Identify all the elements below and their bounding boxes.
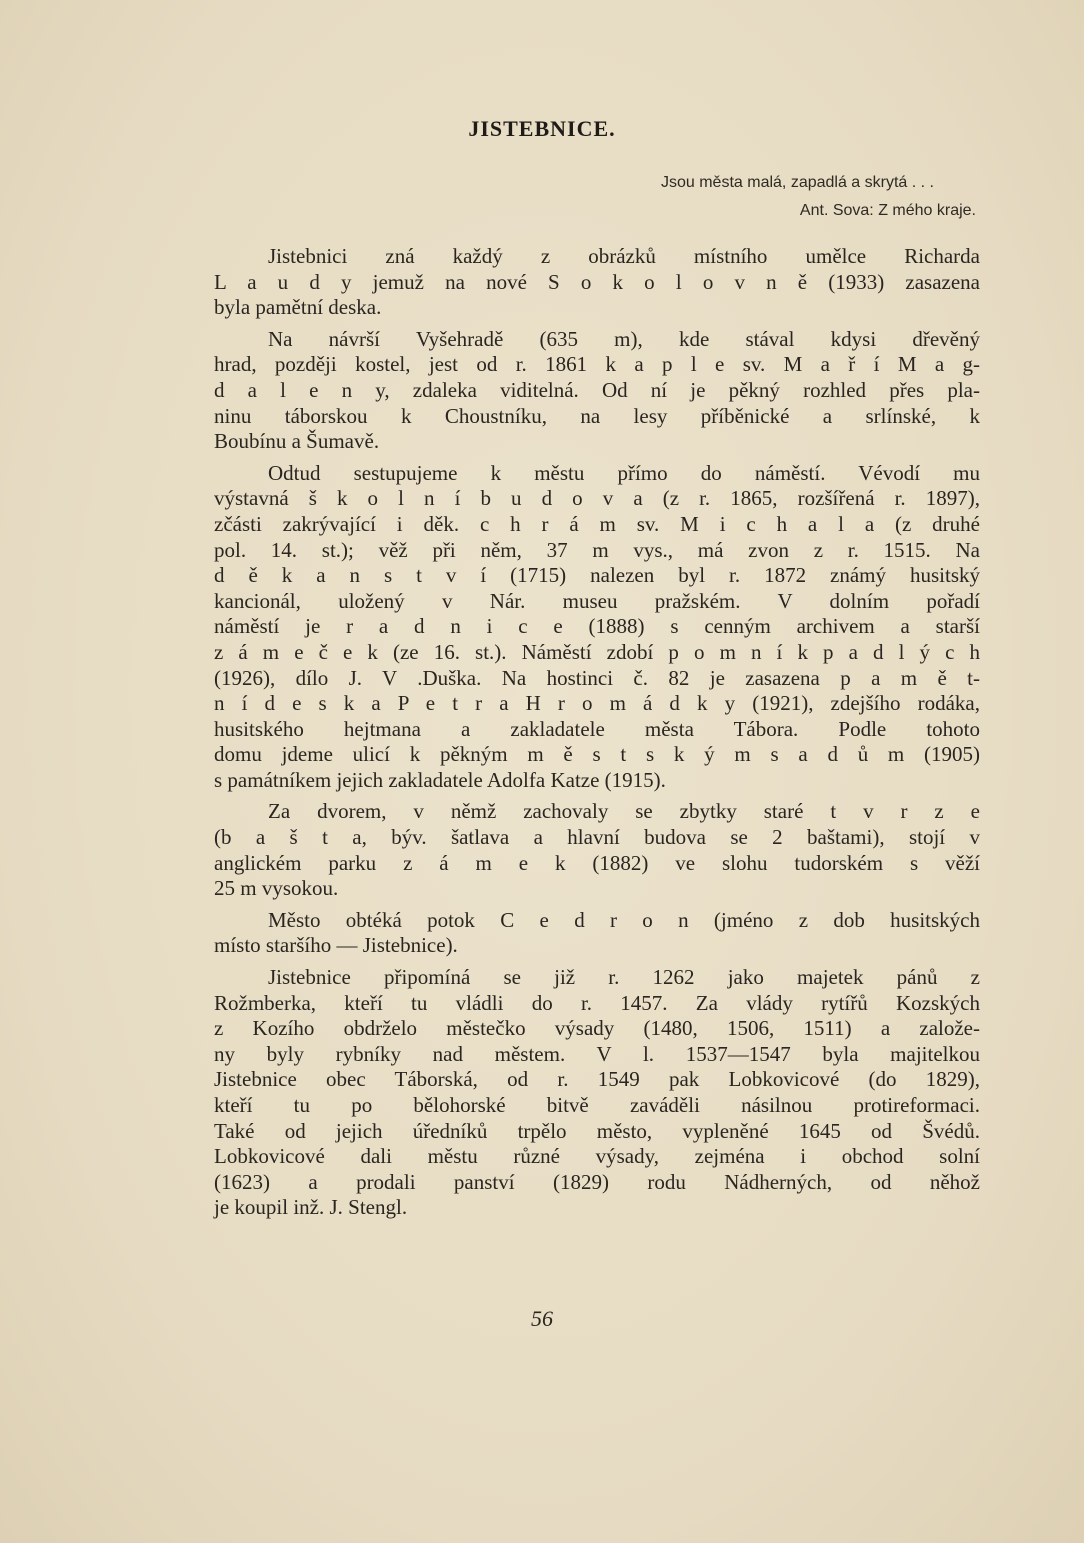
text-line: (1623) a prodali panství (1829) rodu Nádherných, od něhož: [214, 1169, 980, 1194]
motto-attribution: Ant. Sova: Z mého kraje.: [799, 202, 976, 219]
paragraph: [214, 908, 980, 959]
paragraph: [214, 965, 980, 1221]
text-line: kancionál, uložený v Nár. museu pražském. V dolním pořadí: [214, 588, 980, 613]
text-line: ny byly rybníky nad městem. V l. 1537—1547 byla majitelkou: [214, 1041, 980, 1066]
text-line: (1926), dílo J. V .Duška. Na hostinci č. 82 je zasazena p a m ě t-: [214, 665, 980, 690]
text-line: Jistebnice připomíná se již r. 1262 jako majetek pánů z: [268, 965, 980, 990]
text-line: pol. 14. st.); věž při něm, 37 m vys., má zvon z r. 1515. Na: [214, 537, 980, 562]
text-line: Za dvorem, v němž zachovaly se zbytky staré t v r z e: [268, 799, 980, 824]
text-line: náměstí je r a d n i c e (1888) s cenným archivem a starší: [214, 614, 980, 639]
body-text: [214, 244, 980, 1227]
text-line: ninu táborskou k Choustníku, na lesy příběnické a srlínské, k: [214, 403, 980, 428]
text-line: Jistebnici zná každý z obrázků místního umělce Richarda: [268, 244, 980, 268]
text-line: Odtud sestupujeme k městu přímo do náměstí. Vévodí mu: [268, 460, 980, 485]
text-line: Také od jejich úředníků trpělo město, vypleněné 1645 od Švédů.: [214, 1118, 980, 1143]
text-line: Boubínu a Šumavě.: [214, 429, 380, 454]
text-line: z á m e č e k (ze 16. st.). Náměstí zdobí p o m n í k p a d l ý c h: [214, 639, 980, 664]
text-line: (b a š t a, býv. šatlava a hlavní budova se 2 baštami), stojí v: [214, 825, 980, 850]
text-line: je koupil inž. J. Stengl.: [214, 1195, 408, 1220]
text-line: husitského hejtmana a zakladatele města Tábora. Podle tohoto: [214, 716, 980, 741]
text-line: Rožmberka, kteří tu vládli do r. 1457. Za vlády rytířů Kozských: [214, 990, 980, 1015]
paragraph: [214, 461, 980, 794]
text-line: d a l e n y, zdaleka viditelná. Od ní je pěkný rozhled přes pla-: [214, 377, 980, 402]
text-line: Na návrší Vyšehradě (635 m), kde stával kdysi dřevěný: [268, 326, 980, 351]
text-line: anglickém parku z á m e k (1882) ve slohu tudorském s věží: [214, 850, 980, 875]
text-line: Jistebnice obec Táborská, od r. 1549 pak Lobkovicové (do 1829),: [214, 1067, 980, 1092]
text-line: z Kozího obdrželo městečko výsady (1480, 1506, 1511) a založe-: [214, 1016, 980, 1041]
text-line: domu jdeme ulicí k pěkným m ě s t s k ý m s a d ů m (1905): [214, 742, 980, 767]
text-line: zčásti zakrývající i děk. c h r á m sv. M i c h a l a (z druhé: [214, 511, 980, 536]
text-line: n í d e s k a P e t r a H r o m á d k y (1921), zdejšího rodáka,: [214, 691, 980, 716]
text-line: byla pamětní deska.: [214, 295, 382, 320]
page-number: 56: [531, 1306, 553, 1331]
motto-quote: Jsou města malá, zapadlá a skrytá . . .: [660, 174, 934, 191]
chapter-title: JISTEBNICE.: [468, 116, 616, 141]
text-line: 25 m vysokou.: [214, 876, 339, 901]
paragraph: [214, 799, 980, 901]
text-line: hrad, později kostel, jest od r. 1861 k a p l e sv. M a ř í M a g-: [214, 352, 980, 377]
paragraph: [214, 244, 980, 321]
text-line: Město obtéká potok C e d r o n (jméno z dob husitských: [268, 907, 980, 932]
text-line: L a u d y jemuž na nové S o k o l o v n ě (1933) zasazena: [214, 269, 980, 294]
text-line: místo staršího — Jistebnice).: [214, 933, 458, 958]
paragraph: [214, 327, 980, 455]
text-line: Lobkovicové dali městu různé výsady, zejména i obchod solní: [214, 1144, 980, 1169]
text-line: výstavná š k o l n í b u d o v a (z r. 1865, rozšířená r. 1897),: [214, 486, 980, 511]
text-line: kteří tu po bělohorské bitvě zaváděli násilnou protireformaci.: [214, 1093, 980, 1117]
text-line: s památníkem jejich zakladatele Adolfa Katze (1915).: [214, 767, 666, 792]
text-line: d ě k a n s t v í (1715) nalezen byl r. 1872 známý husitský: [214, 563, 980, 588]
